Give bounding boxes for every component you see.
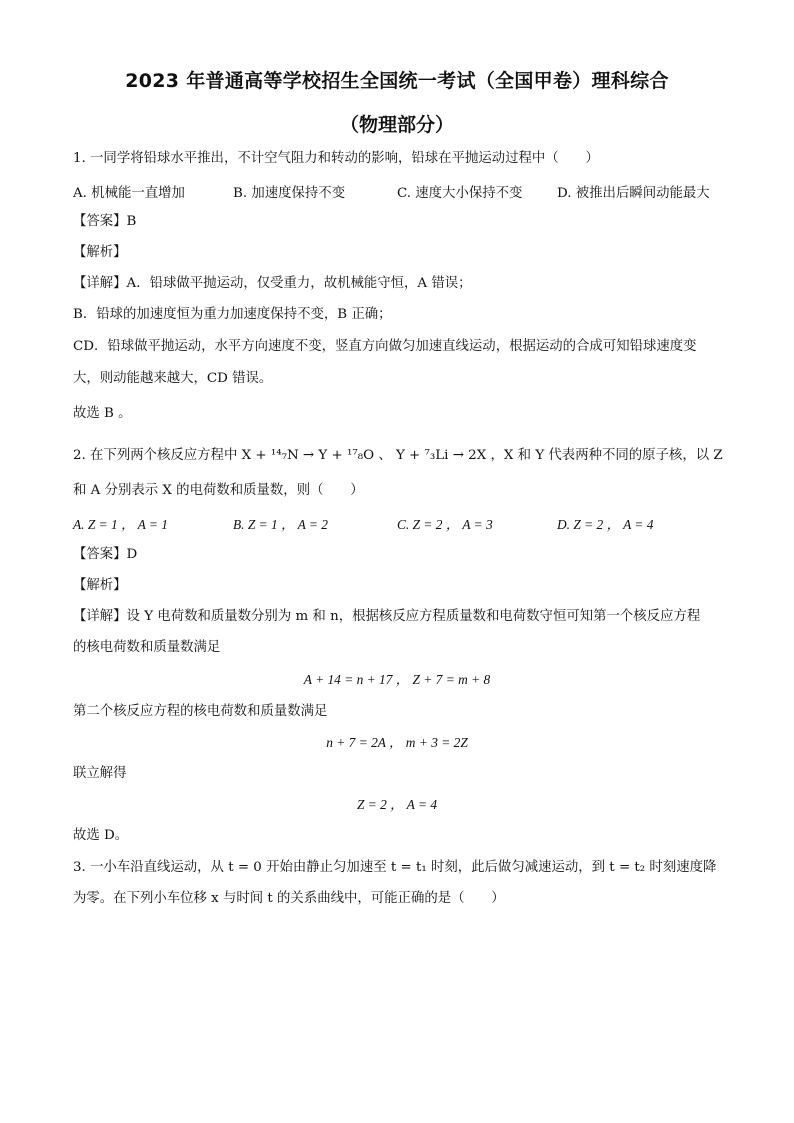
q1-option-b: B. 加速度保持不变 — [233, 186, 346, 201]
q2-option-b: B. Z = 1 ， A = 2 — [233, 517, 328, 532]
q2-detail-line: 【详解】设 Y 电荷数和质量数分别为 m 和 n，根据核反应方程质量数和电荷数守恒可知第一个核反应方程 — [73, 609, 701, 624]
q2-option-c: C. Z = 2 ， A = 3 — [397, 517, 493, 532]
q1-conclusion: 故选 B 。 — [73, 406, 132, 421]
q1-detail-line: B．铅球的加速度恒为重力加速度保持不变，B 正确； — [73, 307, 392, 322]
q2-option-d: D. Z = 2 ， A = 4 — [557, 517, 654, 532]
page-title: 2023 年普通高等学校招生全国统一考试（全国甲卷）理科综合 — [125, 70, 669, 92]
q2-stem: 2. 在下列两个核反应方程中 X + ¹⁴₇N → Y + ¹⁷₈O 、 Y + ⁷₃Li → 2X ，X 和 Y 代表两种不同的原子核，以 Z — [73, 448, 723, 463]
q3-stem: 3. 一小车沿直线运动，从 t = 0 开始由静止匀加速至 t = t₁ 时刻，此后做匀减速运动，到 t = t₂ 时刻速度降 — [73, 860, 717, 875]
q2-stem: 和 A 分别表示 X 的电荷数和质量数，则（ ） — [73, 483, 364, 498]
page-subtitle: （物理部分） — [339, 114, 454, 136]
q2-option-a: A. Z = 1 ， A = 1 — [73, 517, 168, 532]
q2-equation: n + 7 = 2A ， m + 3 = 2Z — [326, 735, 468, 750]
q2-detail-line: 第二个核反应方程的核电荷数和质量数满足 — [73, 704, 328, 719]
q2-analysis-label: 【解析】 — [73, 578, 127, 593]
q2-answer: 【答案】D — [73, 547, 138, 562]
q1-option-c: C. 速度大小保持不变 — [397, 186, 523, 201]
q2-equation: Z = 2 ， A = 4 — [356, 797, 438, 812]
q2-equation: A + 14 = n + 17 ， Z + 7 = m + 8 — [303, 672, 491, 687]
q1-stem: 1. 一同学将铅球水平推出，不计空气阻力和转动的影响，铅球在平抛运动过程中（ ） — [73, 151, 599, 166]
q2-detail-line: 的核电荷数和质量数满足 — [73, 640, 221, 655]
q1-detail-line: 【详解】A．铅球做平抛运动，仅受重力，故机械能守恒，A 错误； — [73, 276, 472, 291]
q1-option-d: D. 被推出后瞬间动能最大 — [557, 186, 710, 201]
q1-option-a: A. 机械能一直增加 — [73, 186, 185, 201]
q1-answer: 【答案】B — [73, 214, 137, 229]
q1-analysis-label: 【解析】 — [73, 245, 127, 260]
q1-detail-line: CD．铅球做平抛运动，水平方向速度不变，竖直方向做匀加速直线运动，根据运动的合成可知铅球速度变 — [73, 339, 697, 354]
q1-detail-line: 大，则动能越来越大，CD 错误。 — [73, 371, 273, 386]
q2-conclusion: 故选 D。 — [73, 828, 129, 843]
q2-detail-line: 联立解得 — [73, 766, 127, 781]
q3-stem: 为零。在下列小车位移 x 与时间 t 的关系曲线中，可能正确的是（ ） — [73, 891, 505, 906]
